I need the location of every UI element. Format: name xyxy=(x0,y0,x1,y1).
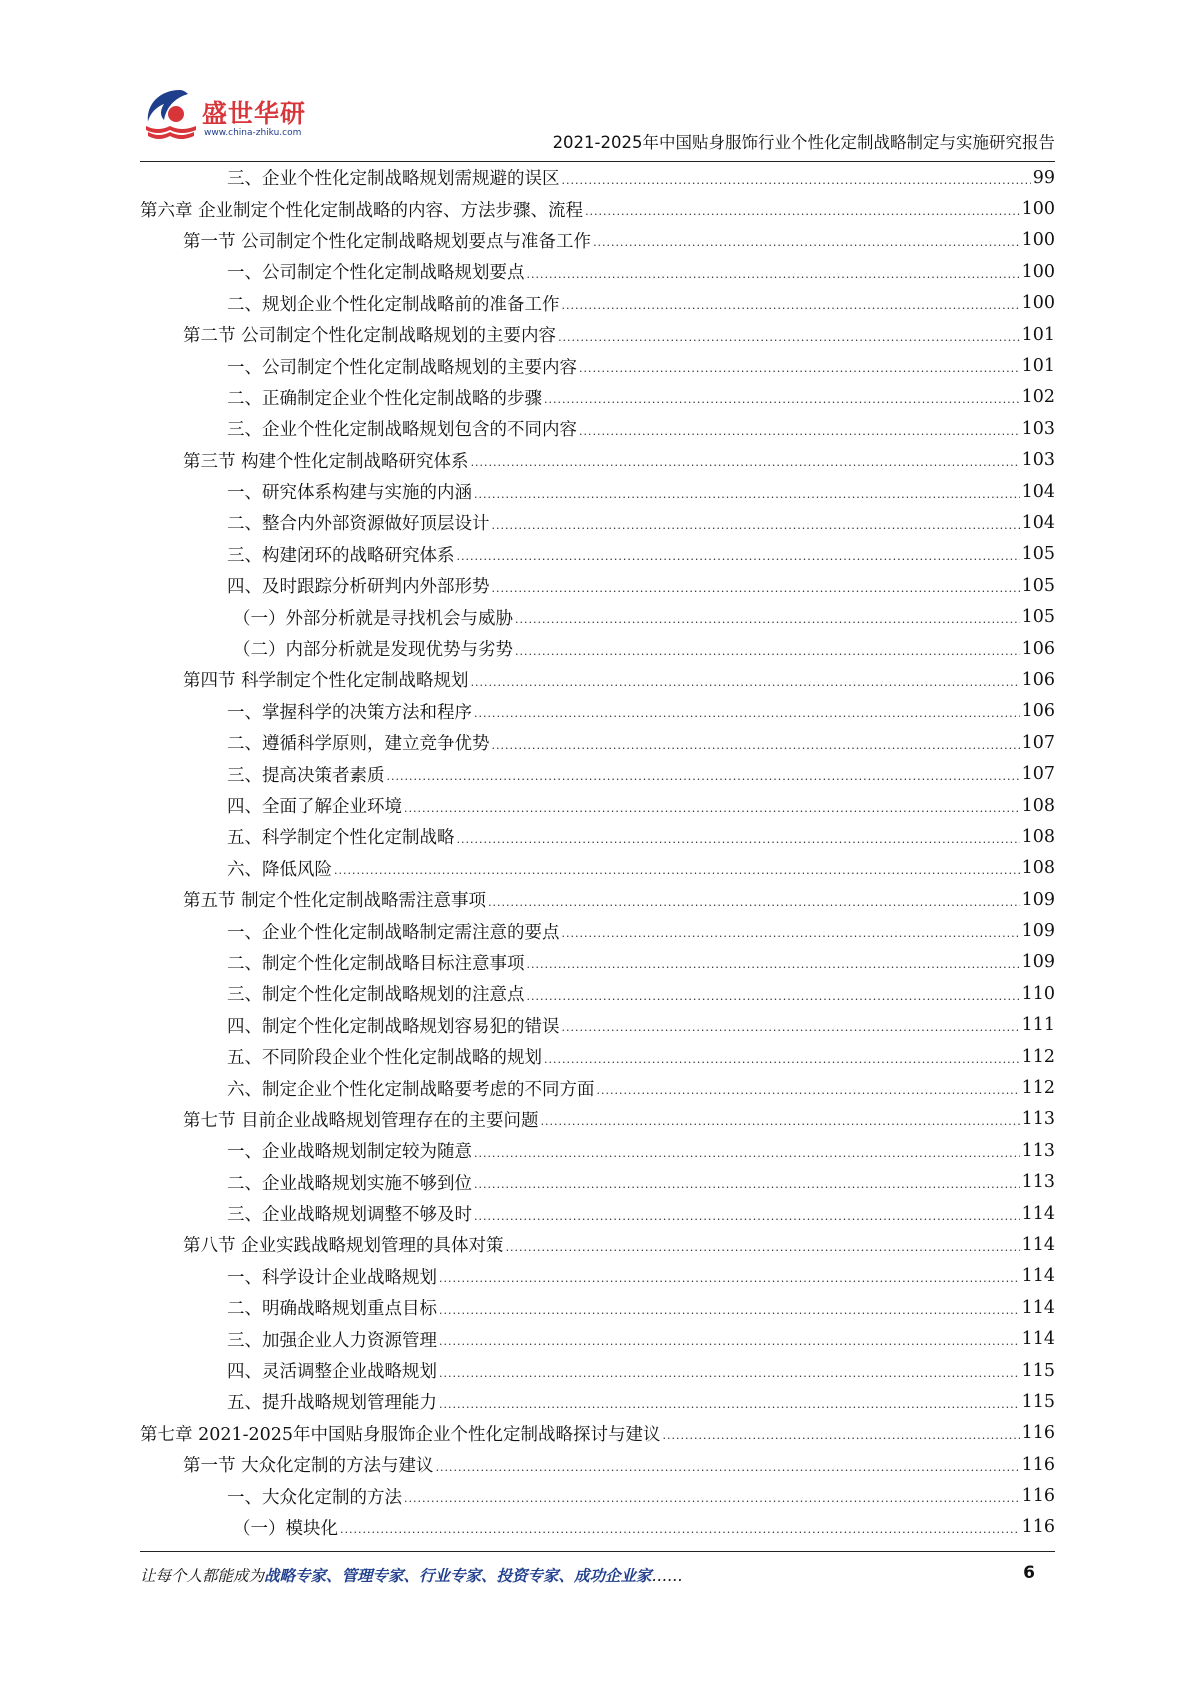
page-header xyxy=(140,80,1055,162)
toc-entry-label: 一、企业个性化定制战略制定需注意的要点 xyxy=(227,922,560,943)
toc-entry-page: 113 xyxy=(1021,1109,1055,1130)
toc-entry-page: 100 xyxy=(1021,230,1055,251)
toc-entry-page: 115 xyxy=(1021,1391,1055,1412)
toc-entry[interactable] xyxy=(140,1418,1055,1449)
toc-entry-page: 114 xyxy=(1021,1297,1055,1318)
toc-leader-dots xyxy=(404,795,1020,817)
page-footer xyxy=(140,1564,1055,1588)
toc-entry-page: 100 xyxy=(1021,199,1055,220)
toc-entry[interactable] xyxy=(140,1104,1055,1135)
toc-entry-page: 100 xyxy=(1021,293,1055,314)
logo-url-text: www.china-zhiku.com xyxy=(204,128,302,138)
toc-leader-dots xyxy=(492,732,1020,754)
toc-entry[interactable] xyxy=(140,790,1055,821)
toc-entry-page: 106 xyxy=(1021,701,1055,722)
toc-entry[interactable] xyxy=(140,1010,1055,1041)
toc-entry-label: 三、企业个性化定制战略规划需规避的误区 xyxy=(227,169,560,190)
toc-entry-label: 五、提升战略规划管理能力 xyxy=(227,1393,437,1414)
toc-leader-dots xyxy=(474,1171,1020,1193)
toc-leader-dots xyxy=(387,763,1020,785)
toc-entry[interactable] xyxy=(140,978,1055,1009)
toc-entry[interactable] xyxy=(140,1386,1055,1417)
toc-entry[interactable] xyxy=(140,1292,1055,1323)
toc-entry[interactable] xyxy=(140,1355,1055,1386)
toc-leader-dots xyxy=(488,889,1020,911)
toc-entry[interactable] xyxy=(140,1072,1055,1103)
toc-entry[interactable] xyxy=(140,1449,1055,1480)
toc-leader-dots xyxy=(340,1516,1020,1538)
toc-entry-label: 二、制定个性化定制战略目标注意事项 xyxy=(227,953,525,974)
toc-entry-page: 108 xyxy=(1021,858,1055,879)
toc-entry[interactable] xyxy=(140,382,1055,413)
toc-entry-label: 三、企业个性化定制战略规划包含的不同内容 xyxy=(227,420,577,441)
slogan-highlight: 战略专家、管理专家、行业专家、投资专家、成功企业家 xyxy=(264,1566,652,1585)
toc-leader-dots xyxy=(663,1422,1020,1444)
toc-entry[interactable] xyxy=(140,539,1055,570)
toc-leader-dots xyxy=(474,700,1020,722)
toc-entry-label: 五、科学制定个性化定制战略 xyxy=(227,828,455,849)
toc-entry-label: 一、企业战略规划制定较为随意 xyxy=(227,1142,472,1163)
toc-entry-page: 106 xyxy=(1021,638,1055,659)
footer-slogan xyxy=(140,1564,683,1586)
toc-leader-dots xyxy=(515,606,1020,628)
toc-entry-page: 109 xyxy=(1021,921,1055,942)
toc-leader-dots xyxy=(474,1203,1020,1225)
toc-leader-dots xyxy=(439,1265,1020,1287)
toc-entry-page: 105 xyxy=(1021,544,1055,565)
toc-entry[interactable] xyxy=(140,570,1055,601)
toc-leader-dots xyxy=(579,355,1020,377)
toc-entry-label: 一、掌握科学的决策方法和程序 xyxy=(227,702,472,723)
toc-leader-dots xyxy=(457,826,1020,848)
toc-leader-dots xyxy=(439,1391,1020,1413)
toc-leader-dots xyxy=(593,229,1020,251)
toc-entry-label: 四、灵活调整企业战略规划 xyxy=(227,1362,437,1383)
toc-leader-dots xyxy=(474,481,1020,503)
toc-entry-page: 110 xyxy=(1021,983,1055,1004)
toc-leader-dots xyxy=(404,1485,1020,1507)
toc-entry[interactable] xyxy=(140,947,1055,978)
toc-entry-label: 第一节 公司制定个性化定制战略规划要点与准备工作 xyxy=(183,231,592,252)
toc-entry-page: 103 xyxy=(1021,418,1055,439)
toc-leader-dots xyxy=(527,983,1020,1005)
toc-entry[interactable] xyxy=(140,193,1055,224)
toc-entry-label: （一）外部分析就是寻找机会与威胁 xyxy=(233,608,513,629)
toc-entry[interactable] xyxy=(140,445,1055,476)
toc-leader-dots xyxy=(562,292,1020,314)
table-of-contents xyxy=(140,162,1055,1543)
toc-leader-dots xyxy=(562,167,1031,189)
toc-entry-page: 109 xyxy=(1021,889,1055,910)
toc-leader-dots xyxy=(527,951,1020,973)
toc-leader-dots xyxy=(492,512,1020,534)
toc-leader-dots xyxy=(439,1328,1020,1350)
toc-entry-page: 106 xyxy=(1021,669,1055,690)
toc-entry-page: 115 xyxy=(1021,1360,1055,1381)
toc-leader-dots xyxy=(562,1014,1020,1036)
toc-leader-dots xyxy=(562,920,1020,942)
toc-entry[interactable] xyxy=(140,727,1055,758)
toc-leader-dots xyxy=(334,857,1020,879)
toc-entry[interactable] xyxy=(140,1480,1055,1511)
toc-entry-page: 100 xyxy=(1021,261,1055,282)
report-title: 2021-2025年中国贴身服饰行业个性化定制战略制定与实施研究报告 xyxy=(552,133,1055,152)
toc-entry-page: 114 xyxy=(1021,1234,1055,1255)
toc-entry-label: 第三节 构建个性化定制战略研究体系 xyxy=(183,451,469,472)
toc-entry[interactable] xyxy=(140,1512,1055,1543)
logo-brand-text: 盛世华研 xyxy=(202,99,307,128)
toc-entry-label: 二、明确战略规划重点目标 xyxy=(227,1299,437,1320)
toc-entry-page: 109 xyxy=(1021,952,1055,973)
toc-entry-page: 104 xyxy=(1021,481,1055,502)
toc-entry-label: （二）内部分析就是发现优势与劣势 xyxy=(233,640,513,661)
toc-leader-dots xyxy=(457,543,1020,565)
toc-entry-page: 105 xyxy=(1021,607,1055,628)
toc-entry-page: 114 xyxy=(1021,1266,1055,1287)
toc-entry-page: 101 xyxy=(1021,356,1055,377)
toc-entry-label: 三、构建闭环的战略研究体系 xyxy=(227,545,455,566)
toc-leader-dots xyxy=(439,1297,1020,1319)
toc-entry[interactable] xyxy=(140,664,1055,695)
toc-entry-label: 二、遵循科学原则，建立竞争优势 xyxy=(227,734,490,755)
toc-entry[interactable] xyxy=(140,288,1055,319)
toc-leader-dots xyxy=(541,1108,1020,1130)
toc-leader-dots xyxy=(471,669,1020,691)
toc-leader-dots xyxy=(585,198,1020,220)
toc-entry[interactable] xyxy=(140,1261,1055,1292)
toc-entry[interactable] xyxy=(140,413,1055,444)
toc-leader-dots xyxy=(579,418,1020,440)
toc-entry-label: 第六章 企业制定个性化定制战略的内容、方法步骤、流程 xyxy=(140,200,584,221)
toc-entry-label: 二、规划企业个性化定制战略前的准备工作 xyxy=(227,294,560,315)
company-logo xyxy=(140,80,310,150)
toc-entry-page: 113 xyxy=(1021,1140,1055,1161)
toc-leader-dots xyxy=(471,449,1020,471)
toc-entry-page: 107 xyxy=(1021,732,1055,753)
toc-entry-label: 六、降低风险 xyxy=(227,859,332,880)
toc-entry[interactable] xyxy=(140,476,1055,507)
toc-entry-label: 第五节 制定个性化定制战略需注意事项 xyxy=(183,891,487,912)
toc-leader-dots xyxy=(597,1077,1020,1099)
page-number: 6 xyxy=(1023,1563,1035,1583)
toc-entry-label: 一、科学设计企业战略规划 xyxy=(227,1267,437,1288)
toc-entry-page: 114 xyxy=(1021,1329,1055,1350)
toc-leader-dots xyxy=(558,324,1020,346)
toc-entry-label: 四、全面了解企业环境 xyxy=(227,797,402,817)
toc-entry[interactable] xyxy=(140,319,1055,350)
toc-entry-label: 三、制定个性化定制战略规划的注意点 xyxy=(227,985,525,1006)
toc-entry-label: 一、公司制定个性化定制战略规划的主要内容 xyxy=(227,357,577,378)
toc-leader-dots xyxy=(515,638,1020,660)
toc-entry-page: 107 xyxy=(1021,764,1055,785)
toc-entry-label: 第七章 2021-2025年中国贴身服饰企业个性化定制战略探讨与建议 xyxy=(140,1424,661,1445)
toc-entry-label: （一）模块化 xyxy=(233,1518,338,1539)
slogan-prefix: 让每个人都能成为 xyxy=(140,1567,265,1585)
toc-entry-label: 四、及时跟踪分析研判内外部形势 xyxy=(227,577,490,598)
toc-entry[interactable] xyxy=(140,1135,1055,1166)
toc-entry-label: 一、大众化定制的方法 xyxy=(227,1487,402,1508)
toc-entry-label: 五、不同阶段企业个性化定制战略的规划 xyxy=(227,1048,542,1069)
toc-entry-page: 112 xyxy=(1021,1078,1055,1099)
toc-entry[interactable] xyxy=(140,1198,1055,1229)
toc-entry-page: 101 xyxy=(1021,324,1055,345)
toc-entry[interactable] xyxy=(140,1229,1055,1260)
toc-entry[interactable] xyxy=(140,1041,1055,1072)
footer-divider xyxy=(140,1551,1055,1552)
toc-entry-label: 三、加强企业人力资源管理 xyxy=(227,1330,437,1351)
toc-entry-page: 105 xyxy=(1021,575,1055,596)
toc-entry[interactable] xyxy=(140,507,1055,538)
toc-leader-dots xyxy=(527,261,1020,283)
slogan-suffix: …… xyxy=(651,1567,683,1585)
toc-entry[interactable] xyxy=(140,1167,1055,1198)
toc-entry-label: 第一节 大众化定制的方法与建议 xyxy=(183,1456,434,1477)
toc-entry-label: 第二节 公司制定个性化定制战略规划的主要内容 xyxy=(183,326,557,347)
toc-leader-dots xyxy=(436,1454,1020,1476)
toc-entry-page: 114 xyxy=(1021,1203,1055,1224)
toc-leader-dots xyxy=(492,575,1020,597)
toc-entry-label: 第八节 企业实践战略规划管理的具体对策 xyxy=(183,1236,504,1257)
toc-entry[interactable] xyxy=(140,601,1055,632)
toc-entry[interactable] xyxy=(140,256,1055,287)
toc-entry-label: 二、企业战略规划实施不够到位 xyxy=(227,1173,472,1194)
toc-entry[interactable] xyxy=(140,350,1055,381)
toc-entry-page: 102 xyxy=(1021,387,1055,408)
logo-mark-icon xyxy=(140,86,204,146)
toc-entry-page: 112 xyxy=(1021,1046,1055,1067)
toc-entry-label: 第七节 目前企业战略规划管理存在的主要问题 xyxy=(183,1110,539,1131)
toc-entry-page: 111 xyxy=(1021,1015,1055,1036)
toc-entry-page: 116 xyxy=(1021,1454,1055,1475)
toc-leader-dots xyxy=(544,1046,1020,1068)
toc-leader-dots xyxy=(474,1140,1020,1162)
toc-entry[interactable] xyxy=(140,696,1055,727)
toc-entry[interactable] xyxy=(140,915,1055,946)
toc-entry[interactable] xyxy=(140,1323,1055,1354)
toc-entry-page: 103 xyxy=(1021,450,1055,471)
toc-entry-label: 六、制定企业个性化定制战略要考虑的不同方面 xyxy=(227,1079,595,1100)
toc-entry-label: 二、正确制定企业个性化定制战略的步骤 xyxy=(227,388,542,409)
toc-entry-label: 一、公司制定个性化定制战略规划要点 xyxy=(227,263,525,284)
toc-entry-label: 第四节 科学制定个性化定制战略规划 xyxy=(183,671,469,692)
toc-entry-page: 116 xyxy=(1021,1517,1055,1538)
toc-leader-dots xyxy=(544,386,1020,408)
toc-entry-page: 116 xyxy=(1021,1486,1055,1507)
toc-entry-page: 116 xyxy=(1021,1423,1055,1444)
toc-entry-label: 三、企业战略规划调整不够及时 xyxy=(227,1205,472,1226)
toc-entry-page: 108 xyxy=(1021,826,1055,847)
toc-entry-label: 四、制定个性化定制战略规划容易犯的错误 xyxy=(227,1016,560,1037)
toc-entry[interactable] xyxy=(140,162,1055,193)
toc-entry-page: 104 xyxy=(1021,512,1055,533)
toc-leader-dots xyxy=(506,1234,1020,1256)
toc-entry[interactable] xyxy=(140,821,1055,852)
toc-entry-label: 一、研究体系构建与实施的内涵 xyxy=(227,483,472,504)
toc-entry-label: 二、整合内外部资源做好顶层设计 xyxy=(227,514,490,535)
toc-entry-page: 99 xyxy=(1032,167,1055,188)
toc-entry-page: 113 xyxy=(1021,1172,1055,1193)
toc-entry[interactable] xyxy=(140,884,1055,915)
toc-entry[interactable] xyxy=(140,853,1055,884)
toc-entry[interactable] xyxy=(140,225,1055,256)
toc-entry[interactable] xyxy=(140,758,1055,789)
toc-entry-page: 108 xyxy=(1021,795,1055,816)
toc-leader-dots xyxy=(439,1360,1020,1382)
toc-entry[interactable] xyxy=(140,633,1055,664)
toc-entry-label: 三、提高决策者素质 xyxy=(227,765,385,786)
